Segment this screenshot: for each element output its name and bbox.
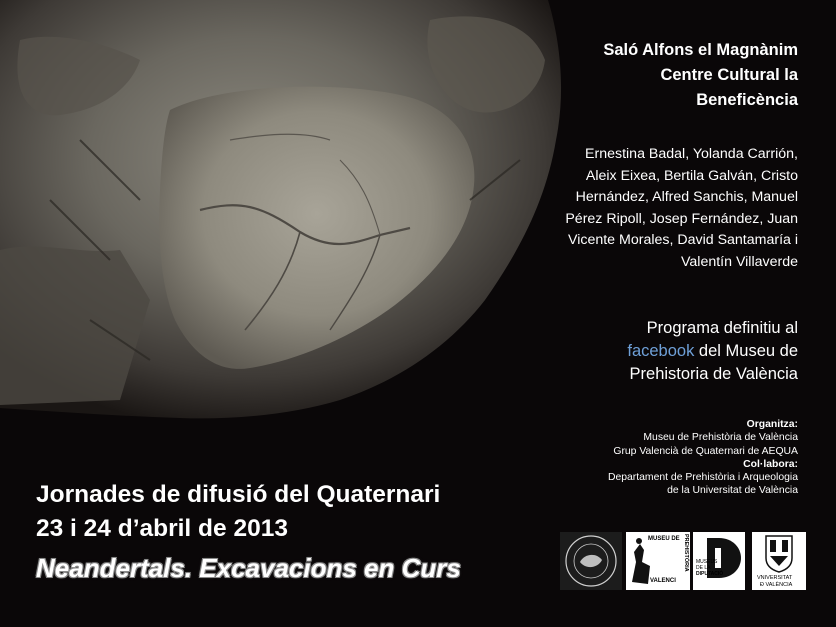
speakers-line: Hernández, Alfred Sanchis, Manuel (575, 189, 798, 205)
dipu-logo-text: DE LA (696, 565, 711, 571)
venue-line: Centre Cultural la (660, 66, 798, 84)
event-subtitle: Neandertals. Excavacions en Curs (36, 553, 461, 583)
organizer-item: Museu de Prehistòria de València (643, 432, 798, 444)
organizers (498, 418, 798, 498)
collaborator-item: de la Universitat de València (667, 485, 798, 497)
facebook-link[interactable]: facebook (627, 342, 695, 360)
event-date: 23 i 24 d’abril de 2013 (36, 515, 288, 542)
venue-line: Saló Alfons el Magnànim (603, 41, 798, 59)
grup-valencia-quaternari-logo (560, 532, 622, 590)
venue (508, 38, 798, 113)
museu-prehistoria-logo (626, 532, 682, 590)
prehistoria-text: PREHISTÒRIA (683, 534, 689, 572)
sponsor-logos (560, 532, 810, 592)
speakers-line: Valentín Villaverde (681, 253, 798, 270)
museu-logo-text: MUSEU DE (648, 536, 680, 542)
museus-diputacio-logo (693, 532, 745, 590)
uv-logo-text: VNIVERSITAT (757, 575, 793, 581)
collabora-label: Col·labora: (743, 458, 798, 470)
program-line: Prehistoria de València (629, 365, 798, 383)
speakers-line: Vicente Morales, David Santamaría i (568, 232, 798, 248)
speakers-line: Pérez Ripoll, Josep Fernández, Juan (565, 210, 798, 227)
organizer-item: Grup Valencià de Quaternari de AEQUA (613, 445, 798, 457)
museu-logo-text: VALENCI (650, 578, 676, 584)
dipu-logo-text: DIPUTACIÓ (696, 571, 724, 577)
seal-icon (560, 532, 622, 590)
program-text: del Museu de (694, 342, 798, 360)
speakers-line: Aleix Eixea, Bertila Galván, Cristo (585, 167, 798, 184)
speakers-line: Ernestina Badal, Yolanda Carrión, (585, 146, 798, 162)
organitza-label: Organitza: (746, 419, 798, 430)
venue-line: Beneficència (696, 91, 798, 109)
collaborator-item: Departament de Prehistòria i Arqueologia (607, 472, 798, 484)
event-title: Jornades de difusió del Quaternari (36, 481, 441, 508)
speakers-list (498, 144, 798, 273)
program-notice (498, 317, 798, 386)
dipu-logo-text: MUSEUS (696, 559, 718, 565)
uv-logo-text: Ð VALÈNCIA (760, 582, 793, 588)
prehistoria-strip (682, 532, 690, 590)
program-line: Programa definitiu al (646, 319, 798, 337)
program-line (498, 340, 798, 363)
universitat-valencia-logo (752, 532, 806, 590)
